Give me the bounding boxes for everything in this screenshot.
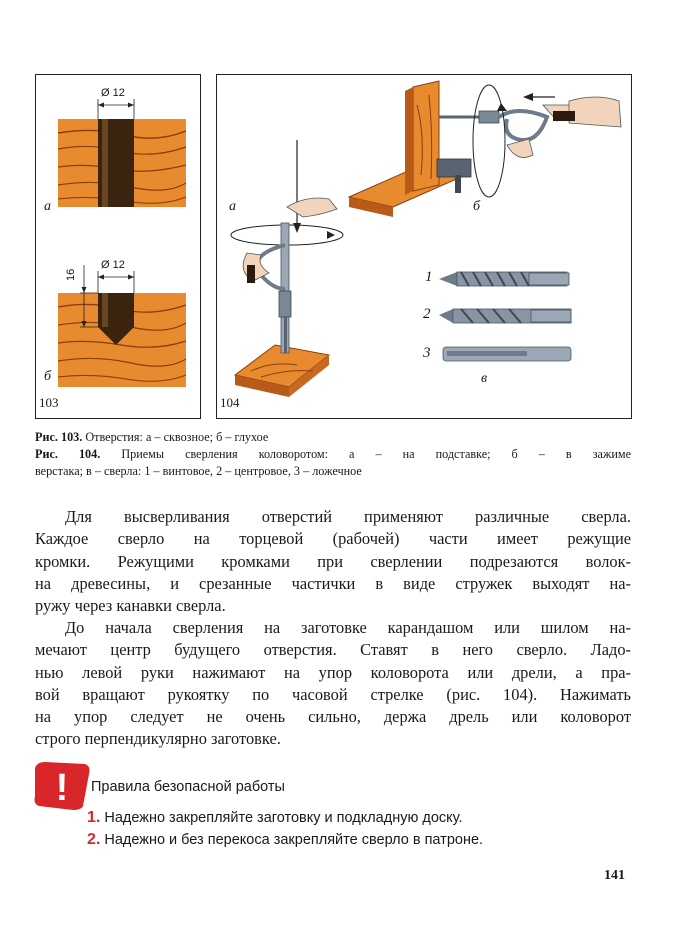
paragraph-2 (35, 617, 631, 751)
text-line: на упор следует не очень сильно, держа дрель или коловорот (35, 707, 631, 727)
text-line: кромки. Режущими кромками при сверлении подрезаются волок- (35, 551, 631, 571)
caption-103-text: Отверстия: а – сквозное; б – глухое (82, 430, 269, 444)
text-line: До начала сверления на заготовке карандашом или шилом на- (65, 618, 631, 637)
caption-104-line2: верстака; в – сверла: 1 – винтовое, 2 – центровое, 3 – ложечное (35, 464, 362, 478)
safety-rule-2 (87, 831, 483, 849)
blind-hole-illustration (58, 265, 186, 387)
text-line: нью левой руки нажимают на упор коловорота или дрели, а пра- (35, 662, 631, 682)
diameter-label-b: Ø 12 (101, 259, 125, 271)
figure-103 (35, 74, 201, 419)
caption-figure-103 (35, 429, 268, 446)
rule-number: 1. (87, 809, 101, 826)
spoon-bit (443, 347, 571, 361)
text-line: ружу через канавки сверла. (35, 596, 226, 616)
svg-text:!: ! (55, 767, 69, 809)
caption-figure-104 (35, 446, 631, 480)
text-line: Каждое сверло на торцевой (рабочей) части имеет режущие (35, 529, 631, 549)
figure-104-drawing (217, 75, 631, 418)
figure-104 (216, 74, 632, 419)
safety-rule-1 (87, 809, 462, 827)
through-hole-illustration (58, 99, 186, 207)
label-v: в (481, 371, 488, 386)
auger-bit (439, 272, 569, 286)
text-line: мечают центр будущего отверстия. Ставят в него сверло. Ладо- (35, 640, 631, 660)
paragraph-1 (35, 506, 631, 617)
brace-on-stand-illustration (231, 140, 343, 397)
figure-103-drawing (36, 75, 200, 418)
diameter-label-a: Ø 12 (101, 87, 125, 99)
rule-text: Надежно закрепляйте заготовку и подкладную доску. (104, 810, 463, 826)
label-b: б (473, 199, 481, 214)
caption-104-label: Рис. 104. (35, 447, 101, 461)
rule-text: Надежно и без перекоса закрепляйте сверло в патроне. (104, 832, 484, 848)
text-line: вой вращают рукоятку по часовой стрелке (рис. 104). Нажимать (35, 684, 631, 704)
caption-104-line1: Приемы сверления коловоротом: а – на подставке; б – в зажиме (100, 447, 631, 461)
label-b: б (44, 369, 52, 384)
safety-title: Правила безопасной работы (91, 779, 285, 795)
text-line: Для высверливания отверстий применяют различные сверла. (65, 507, 631, 526)
caption-103-label: Рис. 103. (35, 430, 83, 444)
depth-label: 16 (65, 268, 77, 281)
center-bit (439, 309, 571, 323)
drill-bits-illustration (439, 272, 571, 361)
brace-in-clamp-illustration (349, 81, 621, 217)
label-a: а (44, 199, 51, 214)
drill-label-2: 2 (423, 306, 431, 322)
safety-rules-block (33, 760, 653, 860)
warning-icon (33, 760, 93, 812)
text-line: строго перпендикулярно заготовке. (35, 729, 281, 749)
figure-number-103: 103 (39, 395, 59, 410)
page-number: 141 (604, 868, 625, 883)
drill-label-3: 3 (423, 345, 431, 361)
text-line: на древесины, и срезанные частички в виде стружек выходят на- (35, 573, 631, 593)
rule-number: 2. (87, 831, 101, 848)
drill-label-1: 1 (425, 269, 433, 285)
label-a: а (229, 199, 236, 214)
figure-number-104: 104 (220, 395, 240, 410)
